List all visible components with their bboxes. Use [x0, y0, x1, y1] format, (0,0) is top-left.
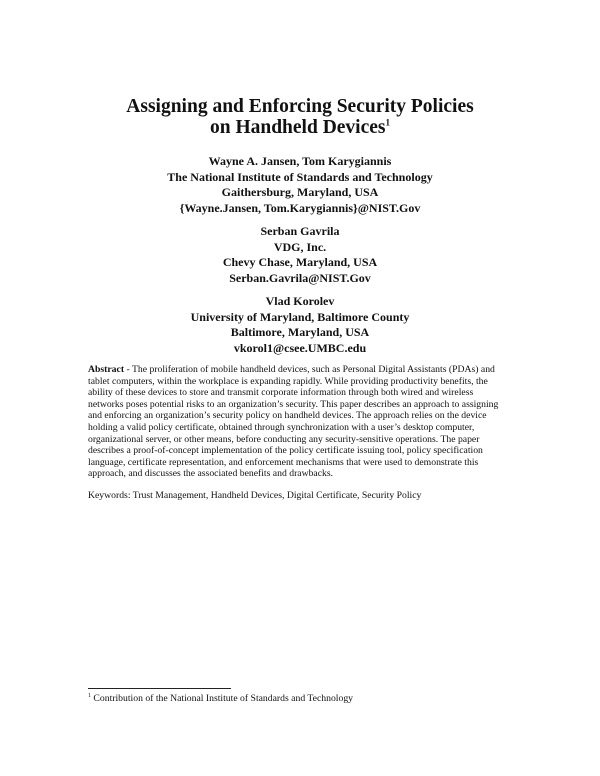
title-line-2-text: on Handheld Devices: [209, 117, 386, 138]
footnote-text: Contribution of the National Institute of Standards and Technology: [91, 693, 354, 704]
abstract-line: ability of these devices to store and transmit corporate information through both wired and wireless: [88, 387, 474, 399]
title-line-2: [0, 117, 600, 138]
abstract-line-text: - The proliferation of mobile handheld devices, such as Personal Digital Assistants (PDAs) and: [124, 364, 495, 375]
abstract-line: tablet computers, within the workplace is expanding rapidly. While providing productivity benefits, the: [88, 375, 488, 387]
abstract: [88, 364, 514, 480]
author-group-3: [0, 294, 600, 356]
paper-title: [0, 96, 600, 138]
abstract-line: describes a proof-of-concept implementation of the policy certificate issuing tool, policy specification: [88, 445, 483, 457]
author-names: Wayne A. Jansen, Tom Karygiannis: [208, 154, 392, 168]
footnote-mark: 1: [88, 692, 91, 699]
abstract-line: holding a valid policy certificate, obtained through synchronization with a user’s desktop computer,: [88, 421, 475, 433]
abstract-label: Abstract: [88, 364, 125, 375]
footnote: [88, 693, 353, 704]
author-names: Vlad Korolev: [265, 294, 335, 308]
title-footnote-mark: 1: [385, 117, 391, 128]
author-names: Serban Gavrila: [260, 224, 340, 238]
author-group-1: [0, 154, 600, 216]
abstract-line: networks poses potential risks to an organization’s security. This paper describes an approach to assigning: [88, 398, 499, 410]
author-email: Serban.Gavrila@NIST.Gov: [229, 270, 371, 285]
abstract-line: organizational server, or other means, before conducting any security-sensitive operations. The paper: [88, 433, 480, 445]
keywords: Keywords: Trust Management, Handheld Devices, Digital Certificate, Security Policy: [88, 490, 422, 501]
author-affiliation: University of Maryland, Baltimore County: [190, 309, 410, 324]
footnote-divider: [88, 688, 231, 689]
title-line-1: Assigning and Enforcing Security Policies: [126, 96, 474, 117]
abstract-line: approach, and discusses the associated benefits and drawbacks.: [88, 468, 334, 480]
author-group-2: [0, 224, 600, 286]
abstract-line: and enforcing an organization’s security policy on handheld devices. The approach relies on the device: [88, 410, 487, 422]
author-affiliation: The National Institute of Standards and Technology: [167, 169, 433, 184]
author-email: {Wayne.Jansen, Tom.Karygiannis}@NIST.Gov: [179, 200, 421, 215]
author-location: Chevy Chase, Maryland, USA: [222, 255, 378, 270]
author-email: vkorol1@csee.UMBC.edu: [233, 340, 367, 355]
author-location: Gaithersburg, Maryland, USA: [221, 185, 379, 200]
abstract-line: language, certificate representation, and enforcement mechanisms that were used to demonstrate this: [88, 456, 479, 468]
author-affiliation: VDG, Inc.: [273, 239, 327, 254]
abstract-line: [88, 364, 514, 376]
author-location: Baltimore, Maryland, USA: [230, 325, 370, 340]
